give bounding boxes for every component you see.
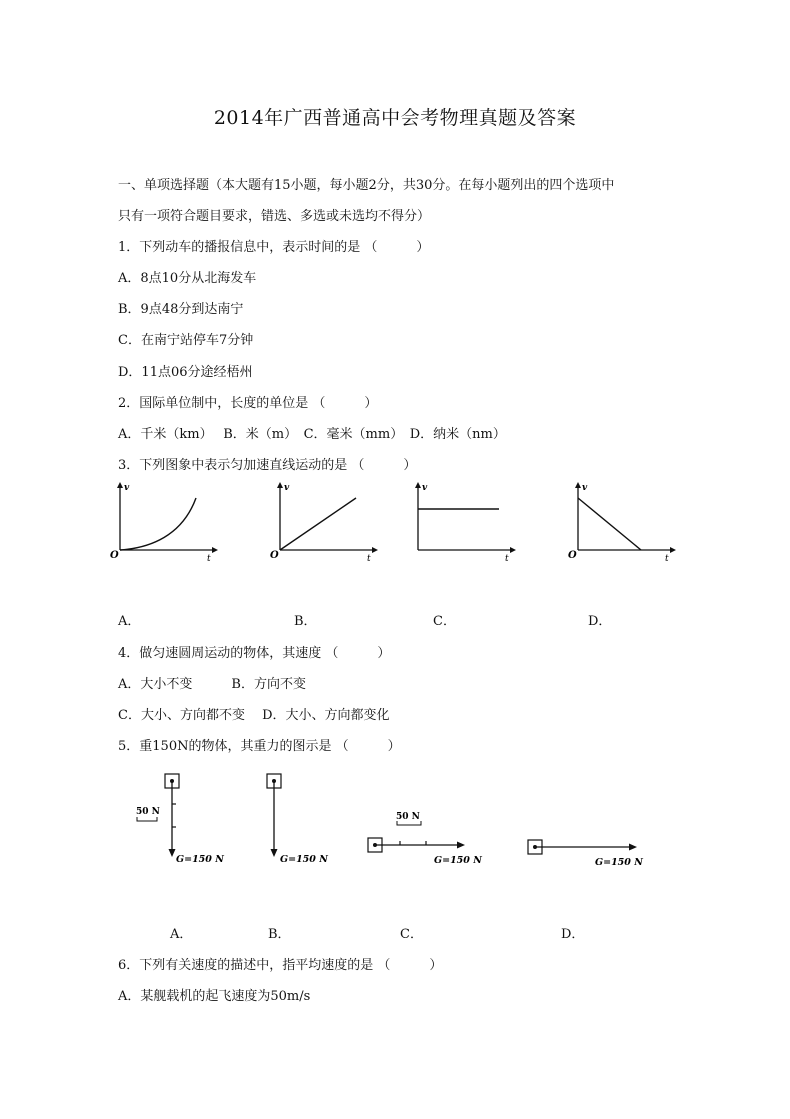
q3b-t-label: t (367, 554, 371, 564)
q5d-force-label: G=150 N (595, 857, 643, 868)
q6-option-a: A．某舰载机的起飞速度为50m/s (118, 989, 311, 1004)
q4-options-ab: A．大小不变 B．方向不变 (118, 677, 306, 692)
q1-option-b: B．9点48分到达南宁 (118, 302, 244, 317)
section-heading-line-2: 只有一项符合题目要求，错选、多选或未选均不得分） (118, 209, 431, 224)
q3-stem: 3．下列图象中表示匀加速直线运动的是 （ ） (118, 458, 417, 473)
q3-label-c: C． (433, 614, 456, 629)
q2-stem: 2．国际单位制中，长度的单位是 （ ） (118, 396, 378, 411)
q3-graph-b (270, 478, 380, 563)
q3d-t-label: t (665, 554, 669, 564)
q4-options-cd: C．大小、方向都不变 D．大小、方向都变化 (118, 708, 390, 723)
q3-label-b: B． (294, 614, 317, 629)
section-heading-line-1: 一、单项选择题（本大题有15小题，每小题2分，共30分。在每小题列出的四个选项中 (118, 178, 615, 193)
page-title: 2014年广西普通高中会考物理真题及答案 (213, 107, 577, 129)
q1-option-d: D．11点06分途经梧州 (118, 365, 253, 380)
q6-stem: 6．下列有关速度的描述中，指平均速度的是 （ ） (118, 958, 443, 973)
q1-option-c: C．在南宁站停车7分钟 (118, 333, 254, 348)
q5-diagram-b (230, 770, 350, 870)
q1-option-a: A．8点10分从北海发车 (118, 271, 257, 286)
q5c-force-label: G=150 N (434, 855, 482, 866)
q5-diagram-d (520, 830, 670, 880)
q3d-v-label: v (582, 483, 588, 493)
q4-stem: 4．做匀速圆周运动的物体，其速度 （ ） (118, 646, 391, 661)
q5-stem: 5．重150N的物体，其重力的图示是 （ ） (118, 739, 401, 754)
q3a-t-label: t (207, 554, 211, 564)
q5-label-c: C． (400, 927, 423, 942)
q3-graph-d (568, 478, 678, 563)
q3b-origin: O (270, 550, 279, 561)
q5-diagram-c (360, 805, 500, 875)
q3-graph-c (408, 478, 518, 563)
q5b-force-label: G=150 N (280, 854, 328, 865)
q3c-v-label: v (422, 483, 428, 493)
q3-label-a: A． (118, 614, 141, 629)
q5-label-b: B． (268, 927, 291, 942)
q5-label-d: D． (561, 927, 585, 942)
q5-label-a: A． (170, 927, 193, 942)
q5a-scale-label: 50 N (136, 807, 160, 817)
q3c-t-label: t (505, 554, 509, 564)
q1-stem: 1．下列动车的播报信息中，表示时间的是 （ ） (118, 240, 430, 255)
q3-graph-a (110, 478, 220, 563)
q5a-force-label: G=150 N (176, 854, 224, 865)
q5c-scale-label: 50 N (396, 812, 420, 822)
q3-label-d: D． (588, 614, 612, 629)
q3a-v-label: v (124, 483, 130, 493)
q2-options: A．千米（km） B．米（m） C．毫米（mm） D．纳米（nm） (118, 427, 506, 442)
q3a-origin: O (110, 550, 119, 561)
q3d-origin: O (568, 550, 577, 561)
q3b-v-label: v (284, 483, 290, 493)
